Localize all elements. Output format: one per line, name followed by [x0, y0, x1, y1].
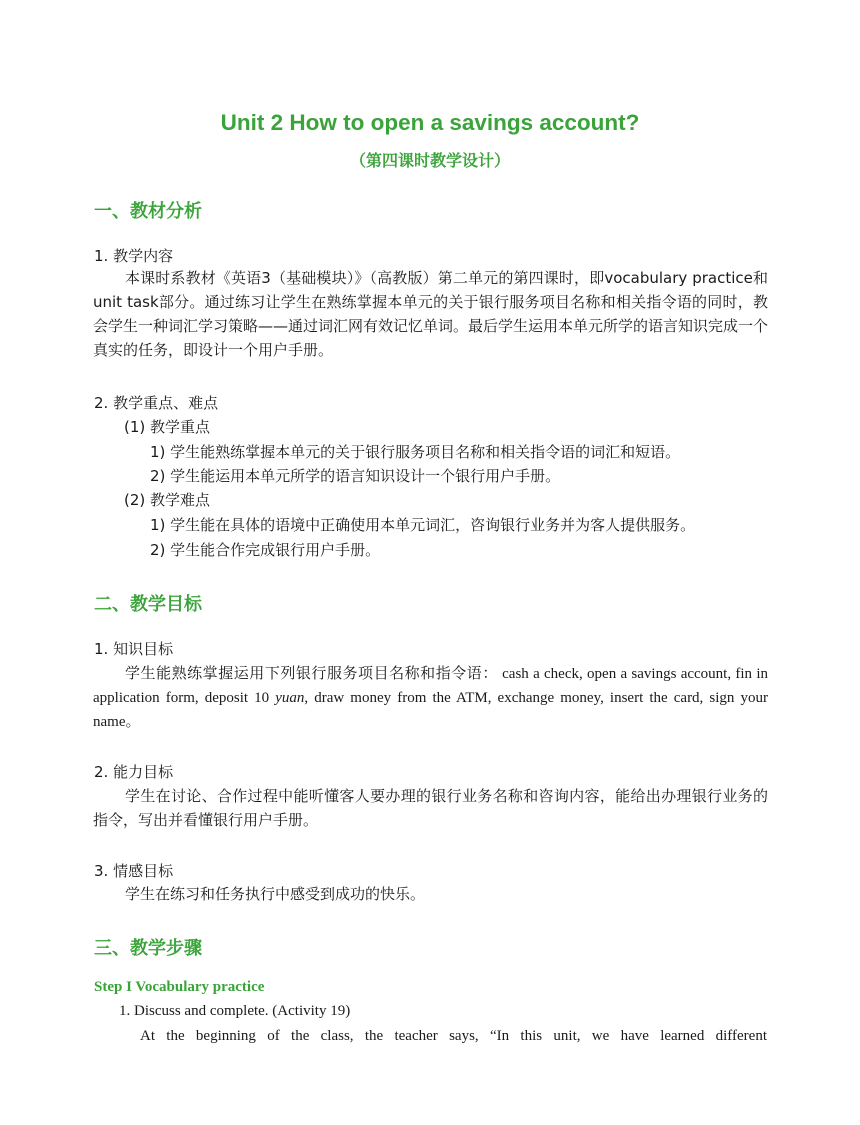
knowledge-text-post: , draw money from the ATM, exchange money, insert the card, sign your name。 — [93, 690, 768, 730]
item-label-ability: 2. 能力目标 — [94, 763, 174, 781]
paragraph-content-text: 本课时系教材《英语3（基础模块）》（高教版）第二单元的第四课时，即vocabulary practice和 unit task部分。通过练习让学生在熟练掌握本单元的关于银行服务项目名称和相关指令语的同时，教会学生一种词汇学习策略——通过词汇网有效记忆单词。最后学生运用本单元所学的语言知识完成一个真实的任务，即设计一个用户手册。 — [93, 269, 769, 359]
paragraph-ability — [93, 784, 768, 832]
key-point-2: 2) 学生能运用本单元所学的语言知识设计一个银行用户手册。 — [150, 467, 561, 485]
knowledge-text-pre: 学生能熟练掌握运用下列银行服务项目名称和指令语： cash a check, open a savings account, fin in application form, deposit 10 — [93, 666, 768, 706]
document-title: Unit 2 How to open a savings account? — [220, 110, 640, 135]
section-heading-objectives: 二、教学目标 — [94, 594, 202, 615]
difficulty-point-1: 1) 学生能在具体的语境中正确使用本单元词汇，咨询银行业务并为客人提供服务。 — [150, 516, 696, 534]
item-label-emotion: 3. 情感目标 — [94, 862, 174, 880]
sub-label-key-points: (1) 教学重点 — [124, 418, 211, 436]
section-heading-analysis: 一、教材分析 — [94, 201, 202, 222]
sub-label-difficulties: (2) 教学难点 — [124, 491, 211, 509]
paragraph-knowledge — [93, 662, 768, 734]
item-label-content: 1. 教学内容 — [94, 247, 174, 265]
section-heading-steps: 三、教学步骤 — [94, 938, 202, 959]
document-subtitle: （第四课时教学设计） — [349, 151, 510, 170]
step-heading-vocabulary: Step I Vocabulary practice — [94, 979, 265, 995]
paragraph-emotion-text: 学生在练习和任务执行中感受到成功的快乐。 — [125, 885, 426, 903]
paragraph-content — [93, 266, 768, 362]
step-item-discuss: 1. Discuss and complete. (Activity 19) — [119, 1003, 351, 1019]
difficulty-point-2: 2) 学生能合作完成银行用户手册。 — [150, 541, 381, 559]
paragraph-ability-text: 学生在讨论、合作过程中能听懂客人要办理的银行业务名称和咨询内容，能给出办理银行业务的指令，写出并看懂银行用户手册。 — [93, 787, 768, 829]
knowledge-text-currency: yuan — [275, 690, 305, 706]
item-label-key-points: 2. 教学重点、难点 — [94, 394, 219, 412]
item-label-knowledge: 1. 知识目标 — [94, 640, 174, 658]
paragraph-emotion — [93, 882, 768, 906]
key-point-1: 1) 学生能熟练掌握本单元的关于银行服务项目名称和相关指令语的词汇和短语。 — [150, 443, 681, 461]
step-paragraph-text: At the beginning of the class, the teacher says, “In this unit, we have learned different — [140, 1028, 767, 1044]
